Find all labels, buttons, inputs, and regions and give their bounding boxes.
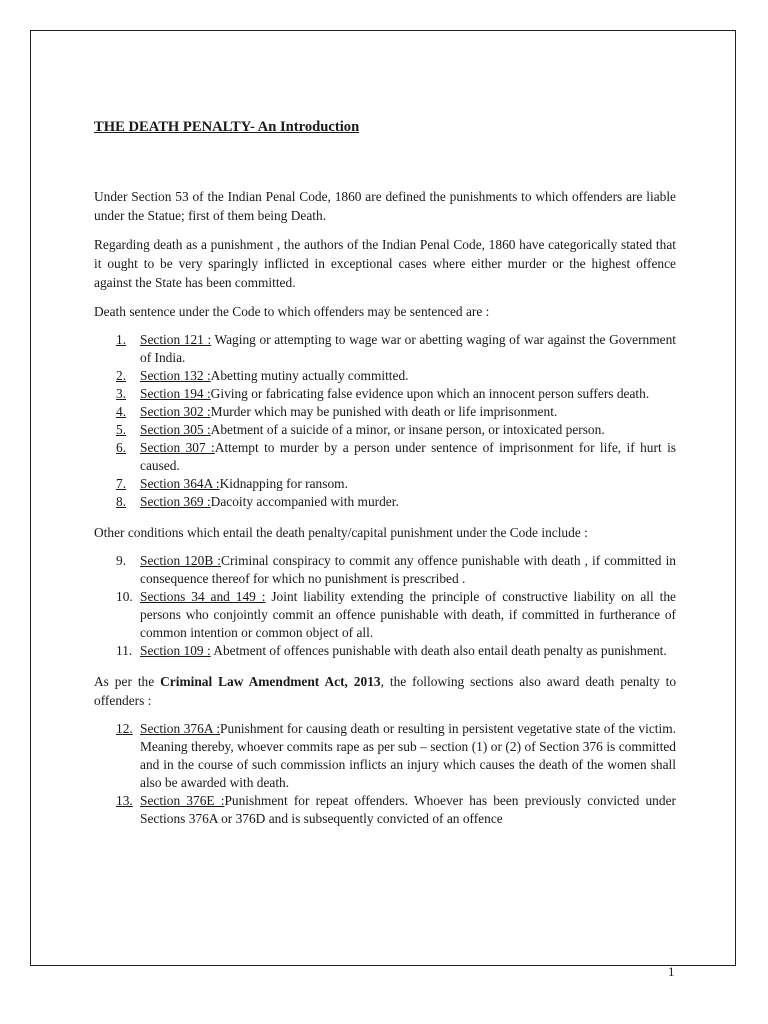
paragraph-3: Death sentence under the Code to which offenders may be sentenced are :	[94, 304, 490, 319]
paragraph-5: As per the Criminal Law Amendment Act, 2013, the following sections also award death penalty to offenders :	[94, 674, 677, 708]
other-conditions-list	[94, 552, 676, 660]
amendment-sections-list	[94, 720, 676, 828]
section-reference: Section 364A :	[140, 476, 220, 491]
paragraph-2: Regarding death as a punishment , the authors of the Indian Penal Code, 1860 have categorically stated that it ought to be very sparingly inflicted in exceptional cases where either murder or the highest offence against the State has been committed.	[94, 237, 676, 290]
section-reference: Section 369 :	[140, 494, 211, 509]
section-reference: Section 194 :	[140, 386, 211, 401]
list-item: 3. Section 194 :Giving or fabricating false evidence upon which an innocent person suffers death.	[116, 386, 650, 401]
list-item: 4. Section 302 :Murder which may be punished with death or life imprisonment.	[116, 404, 558, 419]
section-reference: Section 132 :	[140, 368, 211, 383]
paragraph-1: Under Section 53 of the Indian Penal Code, 1860 are defined the punishments to which offenders are liable under the Statue; first of them being Death.	[94, 189, 676, 223]
list-item: 12. Section 376A :Punishment for causing death or resulting in persistent vegetative state of the victim. Meaning thereby, whoever commits rape as per sub – section (1) or (2) of Section 376 is committed and in the course of such commission inflicts an injury which causes the death of the women shall also be awarded with death.	[116, 721, 676, 790]
list-item: 7. Section 364A :Kidnapping for ransom.	[116, 476, 348, 491]
paragraph-4: Other conditions which entail the death penalty/capital punishment under the Code include :	[94, 525, 588, 540]
list-item: 1. Section 121 : Waging or attempting to wage war or abetting waging of war against the Government of India.	[116, 332, 677, 365]
list-item: 11. Section 109 : Abetment of offences punishable with death also entail death penalty as punishment.	[116, 643, 667, 658]
death-sentence-list	[94, 331, 676, 511]
list-item: 10. Sections 34 and 149 : Joint liability extending the principle of constructive liability on all the persons who conjointly commit an offence punishable with death, if committed in furtherance of common intention or common object of all.	[116, 589, 676, 640]
list-item: 2. Section 132 :Abetting mutiny actually committed.	[116, 368, 409, 383]
list-item: 13. Section 376E :Punishment for repeat offenders. Whoever has been previously convicted under Sections 376A or 376D and is subsequently convicted of an offence	[116, 793, 676, 826]
section-reference: Section 109 :	[140, 643, 211, 658]
list-item: 5. Section 305 :Abetment of a suicide of a minor, or insane person, or intoxicated person.	[116, 422, 605, 437]
section-reference: Section 305 :	[140, 422, 211, 437]
section-reference: Sections 34 and 149 :	[140, 589, 266, 604]
act-name: Criminal Law Amendment Act, 2013	[160, 674, 381, 689]
list-item: 9. Section 120B :Criminal conspiracy to commit any offence punishable with death , if committed in consequence thereof for which no punishment is prescribed .	[116, 553, 676, 586]
document-title: THE DEATH PENALTY- An Introduction	[94, 119, 360, 135]
section-reference: Section 302 :	[140, 404, 211, 419]
list-item: 8. Section 369 :Dacoity accompanied with murder.	[116, 494, 399, 509]
section-reference: Section 376E :	[140, 793, 225, 808]
section-reference: Section 307 :	[140, 440, 215, 455]
list-item: 6. Section 307 :Attempt to murder by a person under sentence of imprisonment for life, if hurt is caused.	[116, 440, 677, 473]
page-number: 1	[668, 964, 675, 979]
section-reference: Section 376A :	[140, 721, 221, 736]
section-reference: Section 121 :	[140, 332, 212, 347]
section-reference: Section 120B :	[140, 553, 222, 568]
document-body	[94, 118, 676, 840]
